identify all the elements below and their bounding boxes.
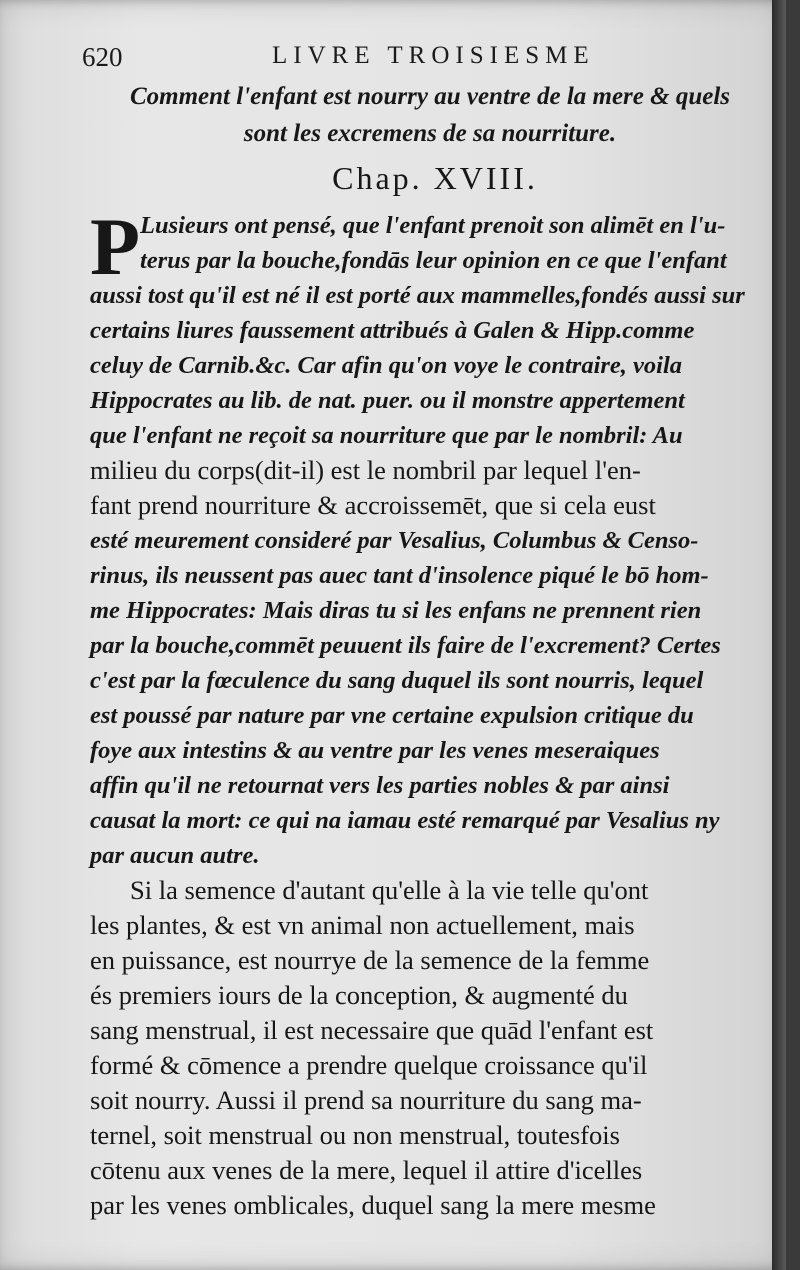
heading-line: Comment l'enfant est nourry au ventre de la mere & quels — [129, 83, 730, 110]
running-title: LIVRE TROISIESME — [272, 42, 595, 69]
text-line: cōtenu aux venes de la mere, lequel il attire d'icelles — [90, 1155, 643, 1185]
text-line: celuy de Carnib.&c. Car afin qu'on voye le contraire, voila — [90, 352, 683, 379]
text-line: est poussé par nature par vne certaine expulsion critique du — [90, 702, 694, 729]
page-header — [82, 40, 662, 74]
text-line: milieu du corps(dit-il) est le nombril par lequel l'en- — [90, 455, 641, 485]
text-line: terus par la bouche,fondās leur opinion en ce que l'enfant — [140, 247, 727, 274]
text-line: par aucun autre. — [90, 842, 260, 869]
text-line: aussi tost qu'il est né il est porté aux mammelles,fondés aussi sur — [90, 282, 745, 309]
text-line: me Hippocrates: Mais diras tu si les enfans ne prennent rien — [90, 597, 702, 624]
chapter-title: Chap. XVIII. — [332, 160, 538, 196]
text-line: certains liures faussement attribués à Galen & Hipp.comme — [90, 317, 695, 344]
text-line: ternel, soit menstrual ou non menstrual, toutesfois — [90, 1120, 620, 1150]
text-line: esté meurement consideré par Vesalius, Columbus & Censo- — [90, 527, 699, 554]
text-line: affin qu'il ne retournat vers les parties nobles & par ainsi — [90, 772, 670, 799]
text-line: Si la semence d'autant qu'elle à la vie telle qu'ont — [130, 875, 649, 905]
text-line: en puissance, est nourrye de la semence de la femme — [90, 945, 650, 975]
text-line: par la bouche,commēt peuuent ils faire de l'excrement? Certes — [90, 632, 721, 659]
text-line: Lusieurs ont pensé, que l'enfant prenoit son alimēt en l'u- — [140, 212, 726, 239]
text-line: és premiers iours de la conception, & augmenté du — [90, 980, 628, 1010]
text-line: sang menstrual, il est necessaire que quād l'enfant est — [90, 1015, 654, 1045]
text-line: Hippocrates au lib. de nat. puer. ou il monstre appertement — [90, 387, 685, 414]
page-number: 620 — [82, 42, 123, 72]
text-line: par les venes omblicales, duquel sang la mere mesme — [90, 1190, 656, 1220]
text-line: que l'enfant ne reçoit sa nourriture que par le nombril: Au — [90, 422, 683, 449]
body-text — [90, 201, 770, 1223]
text-line: les plantes, & est vn animal non actuellement, mais — [90, 910, 635, 940]
text-line: fant prend nourriture & accroissemēt, que si cela eust — [90, 490, 656, 520]
text-line: causat la mort: ce qui na iamau esté remarqué par Vesalius ny — [90, 807, 720, 834]
text-line: foye aux intestins & au ventre par les venes meseraiques — [90, 737, 660, 764]
heading-line: sont les excremens de sa nourriture. — [243, 120, 617, 147]
text-line: rinus, ils neussent pas auec tant d'insolence piqué le bō hom- — [90, 562, 709, 589]
text-line: soit nourry. Aussi il prend sa nourriture du sang ma- — [90, 1085, 642, 1115]
drop-cap: P — [90, 201, 141, 292]
text-line: c'est par la fœculence du sang duquel ils sont nourris, lequel — [90, 667, 704, 694]
text-line: formé & cōmence a prendre quelque croissance qu'il — [90, 1050, 648, 1080]
chapter-heading — [100, 78, 760, 152]
